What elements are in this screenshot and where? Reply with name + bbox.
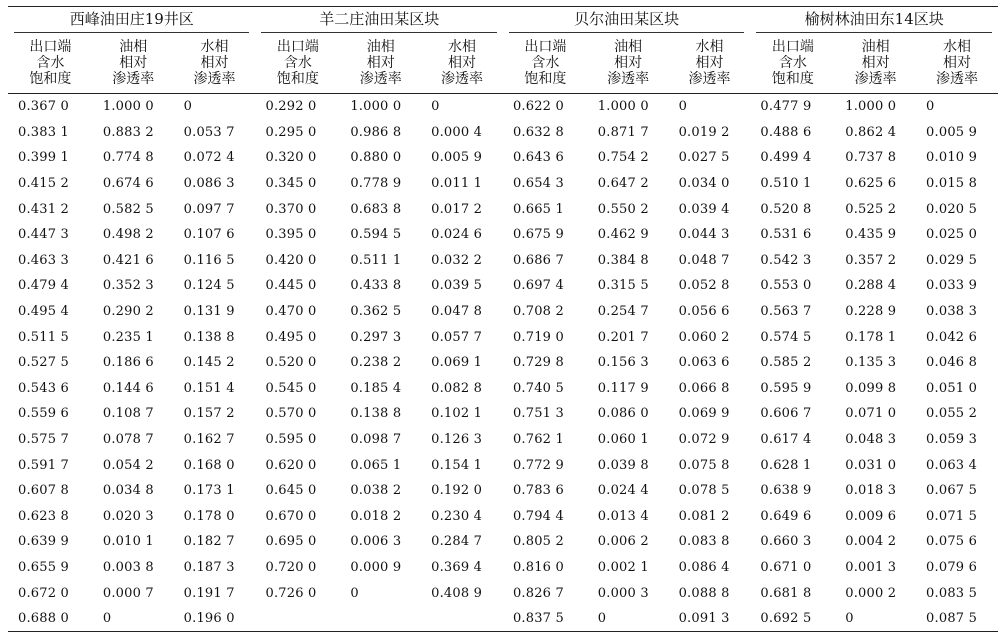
- table-cell: 0: [93, 606, 174, 632]
- table-cell: 0.011 1: [431, 176, 483, 192]
- table-cell: 0: [183, 99, 193, 115]
- column-header-water-saturation: 出口端 含水 饱和度: [503, 33, 588, 94]
- table-cell: 0.052 8: [678, 278, 730, 294]
- table-cell: 0.145 2: [183, 355, 235, 371]
- table-cell: 0.697 4: [512, 278, 564, 294]
- table-cell: 0.805 2: [512, 534, 564, 550]
- table-cell: 0.625 6: [845, 176, 897, 192]
- table-cell: 0.543 6: [18, 380, 70, 396]
- column-header-oil-relperm: 油相 相对 渗透率: [835, 33, 916, 94]
- table-cell: 0.607 8: [18, 483, 70, 499]
- table-cell: 0.649 6: [760, 508, 812, 524]
- table-cell: 0.178 0: [183, 508, 235, 524]
- table-cell: 0.369 4: [431, 559, 483, 575]
- table-cell: 0.654 3: [512, 176, 564, 192]
- table-cell: 0.000 3: [597, 585, 649, 601]
- table-cell: 0.594 5: [350, 227, 402, 243]
- table-cell: 0.320 0: [265, 150, 317, 166]
- table-cell: 0.880 0: [350, 150, 402, 166]
- table-cell: 0.010 1: [102, 534, 154, 550]
- table-cell: [255, 606, 340, 632]
- table-cell: 0.520 0: [265, 355, 317, 371]
- table-row: [8, 222, 998, 248]
- table-cell: 0.054 2: [102, 457, 154, 473]
- group-header-label: 贝尔油田某区块: [509, 8, 744, 33]
- table-cell: 0.018 2: [350, 508, 402, 524]
- table-cell: 0.632 8: [512, 124, 564, 140]
- table-cell: 0.399 1: [18, 150, 70, 166]
- table-cell: 0.187 3: [183, 559, 235, 575]
- table-cell: 0.075 8: [678, 457, 730, 473]
- table-cell: 0.628 1: [760, 457, 812, 473]
- table-cell: 0.582 5: [102, 201, 154, 217]
- table-cell: 0.622 0: [512, 99, 564, 115]
- table-cell: 0.131 9: [183, 304, 235, 320]
- table-cell: 0.031 0: [845, 457, 897, 473]
- table-cell: 0.729 8: [512, 355, 564, 371]
- table-cell: 0.708 2: [512, 304, 564, 320]
- table-cell: 0.772 9: [512, 457, 564, 473]
- table-row: [8, 401, 998, 427]
- table-cell: 0.013 4: [597, 508, 649, 524]
- table-row: [8, 196, 998, 222]
- table-cell: 0.055 2: [926, 406, 978, 422]
- table-cell: 0.345 0: [265, 176, 317, 192]
- table-cell: 0.144 6: [102, 380, 154, 396]
- table-row: [8, 580, 998, 606]
- table-cell: 0.010 9: [926, 150, 978, 166]
- table-cell: 0.408 9: [431, 585, 483, 601]
- table-cell: 0.060 2: [678, 329, 730, 345]
- table-cell: 0.655 9: [18, 559, 70, 575]
- table-cell: 0.563 7: [760, 304, 812, 320]
- table-cell: 0.498 2: [102, 227, 154, 243]
- table-cell: 0.182 7: [183, 534, 235, 550]
- table-cell: 0.495 0: [265, 329, 317, 345]
- group-header-3: [750, 7, 998, 34]
- table-cell: 0.462 9: [597, 227, 649, 243]
- table-cell: 0.370 0: [265, 201, 317, 217]
- table-cell: 0.004 2: [845, 534, 897, 550]
- table-cell: 0.039 4: [678, 201, 730, 217]
- table-cell: 0.138 8: [350, 406, 402, 422]
- table-cell: 0.674 6: [102, 176, 154, 192]
- table-row: [8, 120, 998, 146]
- table-cell: 0.091 3: [669, 606, 751, 632]
- table-cell: 0.470 0: [265, 304, 317, 320]
- table-cell: 0.284 7: [431, 534, 483, 550]
- table-cell: 0: [678, 99, 688, 115]
- table-cell: 0.157 2: [183, 406, 235, 422]
- table-cell: 0.003 8: [102, 559, 154, 575]
- table-cell: 0.063 4: [926, 457, 978, 473]
- table-cell: 0.433 8: [350, 278, 402, 294]
- table-cell: 0.135 3: [845, 355, 897, 371]
- table-cell: 0.034 8: [102, 483, 154, 499]
- table-cell: 0.069 9: [678, 406, 730, 422]
- table-cell: 0.315 5: [597, 278, 649, 294]
- table-cell: 0.005 9: [431, 150, 483, 166]
- table-cell: 0.025 0: [926, 227, 978, 243]
- table-cell: 0.117 9: [597, 380, 649, 396]
- table-cell: 0.574 5: [760, 329, 812, 345]
- table-cell: 0.053 7: [183, 124, 235, 140]
- table-cell: 0.719 0: [512, 329, 564, 345]
- table-cell: 0.692 5: [750, 606, 835, 632]
- table-body: [8, 94, 998, 632]
- table-cell: 0.751 3: [512, 406, 564, 422]
- table-cell: 0.357 2: [845, 252, 897, 268]
- table-cell: 0.525 2: [845, 201, 897, 217]
- group-header-label: 榆树林油田东14区块: [756, 8, 992, 33]
- column-header-oil-relperm: 油相 相对 渗透率: [93, 33, 174, 94]
- table-cell: 0.192 0: [431, 483, 483, 499]
- table-cell: 0.067 5: [926, 483, 978, 499]
- table-cell: 0.020 5: [926, 201, 978, 217]
- table-cell: 0.039 8: [597, 457, 649, 473]
- table-cell: 0.006 2: [597, 534, 649, 550]
- table-cell: 0.020 3: [102, 508, 154, 524]
- table-cell: 1.000 0: [845, 99, 897, 115]
- table-cell: 0.479 4: [18, 278, 70, 294]
- table-cell: 0.065 1: [350, 457, 402, 473]
- table-cell: 0.185 4: [350, 380, 402, 396]
- table-cell: 0.082 8: [431, 380, 483, 396]
- table-cell: 0.623 8: [18, 508, 70, 524]
- table-cell: 0.071 0: [845, 406, 897, 422]
- table-cell: 0.683 8: [350, 201, 402, 217]
- column-header-water-relperm: 水相 相对 渗透率: [421, 33, 503, 94]
- table-cell: 0.087 5: [916, 606, 998, 632]
- table-cell: 0.000 7: [102, 585, 154, 601]
- table-cell: 0.039 5: [431, 278, 483, 294]
- table-cell: 0.660 3: [760, 534, 812, 550]
- table-cell: 0.606 7: [760, 406, 812, 422]
- table-cell: 0.816 0: [512, 559, 564, 575]
- table-cell: 0.477 9: [760, 99, 812, 115]
- table-cell: 0.740 5: [512, 380, 564, 396]
- table-cell: 0.075 6: [926, 534, 978, 550]
- table-cell: 0.883 2: [102, 124, 154, 140]
- table-cell: 0.066 8: [678, 380, 730, 396]
- table-cell: 0.088 8: [678, 585, 730, 601]
- table-cell: 0.000 4: [431, 124, 483, 140]
- table-cell: 0.737 8: [845, 150, 897, 166]
- table-cell: 0.774 8: [102, 150, 154, 166]
- table-cell: 0.201 7: [597, 329, 649, 345]
- table-cell: 0.826 7: [512, 585, 564, 601]
- table-cell: 0.638 9: [760, 483, 812, 499]
- table-row: [8, 452, 998, 478]
- table-cell: [421, 606, 503, 632]
- table-cell: 0.071 5: [926, 508, 978, 524]
- table-row: [8, 376, 998, 402]
- table-cell: 0.499 4: [760, 150, 812, 166]
- table-cell: 0.671 0: [760, 559, 812, 575]
- table-cell: 0.238 2: [350, 355, 402, 371]
- table-cell: 0.078 5: [678, 483, 730, 499]
- table-cell: 0.510 1: [760, 176, 812, 192]
- table-cell: 1.000 0: [597, 99, 649, 115]
- table-cell: 0.072 4: [183, 150, 235, 166]
- table-cell: 0.435 9: [845, 227, 897, 243]
- table-cell: 0.038 3: [926, 304, 978, 320]
- table-cell: 0.384 8: [597, 252, 649, 268]
- group-header-label: 羊二庄油田某区块: [261, 8, 496, 33]
- table-cell: 0.553 0: [760, 278, 812, 294]
- table-cell: 0.620 0: [265, 457, 317, 473]
- table-cell: 0.762 1: [512, 432, 564, 448]
- column-header-water-relperm: 水相 相对 渗透率: [174, 33, 256, 94]
- table-cell: 0.495 4: [18, 304, 70, 320]
- table-cell: 0.078 7: [102, 432, 154, 448]
- table-cell: 0.383 1: [18, 124, 70, 140]
- column-header-water-saturation: 出口端 含水 饱和度: [8, 33, 93, 94]
- table-row: [8, 171, 998, 197]
- table-cell: 0.575 7: [18, 432, 70, 448]
- table-cell: 0.686 7: [512, 252, 564, 268]
- column-header-water-saturation: 出口端 含水 饱和度: [750, 33, 835, 94]
- table-cell: 0.794 4: [512, 508, 564, 524]
- table-cell: 0.108 7: [102, 406, 154, 422]
- table-cell: 0.098 7: [350, 432, 402, 448]
- table-cell: 0.421 6: [102, 252, 154, 268]
- table-cell: 0.511 5: [18, 329, 70, 345]
- table-cell: 0.027 5: [678, 150, 730, 166]
- table-cell: 0.056 6: [678, 304, 730, 320]
- table-cell: 0.550 2: [597, 201, 649, 217]
- table-cell: 0.034 0: [678, 176, 730, 192]
- table-cell: 0.102 1: [431, 406, 483, 422]
- group-header-row: [8, 7, 998, 34]
- table-cell: 0.005 9: [926, 124, 978, 140]
- table-cell: 0.173 1: [183, 483, 235, 499]
- table-cell: 0.617 4: [760, 432, 812, 448]
- table-cell: 0.126 3: [431, 432, 483, 448]
- table-cell: 0: [588, 606, 669, 632]
- table-cell: 0.292 0: [265, 99, 317, 115]
- table-cell: 0.288 4: [845, 278, 897, 294]
- table-row: [8, 478, 998, 504]
- table-cell: 0.295 0: [265, 124, 317, 140]
- table-cell: 0.116 5: [183, 252, 235, 268]
- table-cell: 0.097 7: [183, 201, 235, 217]
- table-row: [8, 324, 998, 350]
- table-cell: 0.643 6: [512, 150, 564, 166]
- table-cell: 0: [431, 99, 440, 115]
- table-cell: 0.015 8: [926, 176, 978, 192]
- table-cell: 0.124 5: [183, 278, 235, 294]
- table-cell: 0.228 9: [845, 304, 897, 320]
- table-row: [8, 299, 998, 325]
- table-cell: 0.862 4: [845, 124, 897, 140]
- table-cell: 0.445 0: [265, 278, 317, 294]
- table-cell: 0.672 0: [18, 585, 70, 601]
- table-cell: 0.019 2: [678, 124, 730, 140]
- table-row: [8, 350, 998, 376]
- table-cell: 0.042 6: [926, 329, 978, 345]
- table-cell: 0.447 3: [18, 227, 70, 243]
- table-cell: 0.488 6: [760, 124, 812, 140]
- table-cell: 0.029 5: [926, 252, 978, 268]
- table-cell: 0.395 0: [265, 227, 317, 243]
- group-header-0: [8, 7, 255, 34]
- table-cell: 0.695 0: [265, 534, 317, 550]
- table-cell: 0.138 8: [183, 329, 235, 345]
- table-cell: [340, 606, 421, 632]
- table-cell: 0.099 8: [845, 380, 897, 396]
- table-cell: 0.024 4: [597, 483, 649, 499]
- table-cell: 0.000 9: [350, 559, 402, 575]
- table-cell: 0.527 5: [18, 355, 70, 371]
- column-header-oil-relperm: 油相 相对 渗透率: [588, 33, 669, 94]
- table-cell: 0.420 0: [265, 252, 317, 268]
- table-cell: 0.162 7: [183, 432, 235, 448]
- table-cell: 0.463 3: [18, 252, 70, 268]
- table-cell: 0.783 6: [512, 483, 564, 499]
- table-cell: 0: [350, 585, 359, 601]
- table-cell: 0.639 9: [18, 534, 70, 550]
- table-cell: 0.559 6: [18, 406, 70, 422]
- table-cell: 0.086 0: [597, 406, 649, 422]
- table-cell: 0.154 1: [431, 457, 483, 473]
- table-cell: 0: [835, 606, 916, 632]
- column-header-water-relperm: 水相 相对 渗透率: [669, 33, 751, 94]
- table-cell: 0.038 2: [350, 483, 402, 499]
- table-cell: 0.595 0: [265, 432, 317, 448]
- table-row: [8, 555, 998, 581]
- table-cell: 0.063 6: [678, 355, 730, 371]
- table-cell: 0.362 5: [350, 304, 402, 320]
- table-cell: 0.002 1: [597, 559, 649, 575]
- table-cell: 0.072 9: [678, 432, 730, 448]
- table-row: [8, 248, 998, 274]
- table-cell: 0.009 6: [845, 508, 897, 524]
- table-cell: 0.086 4: [678, 559, 730, 575]
- table-cell: 0.191 7: [183, 585, 235, 601]
- table-cell: 0.511 1: [350, 252, 402, 268]
- table-cell: 0.297 3: [350, 329, 402, 345]
- table-cell: 0.051 0: [926, 380, 978, 396]
- table-cell: 0.059 3: [926, 432, 978, 448]
- column-header-water-saturation: 出口端 含水 饱和度: [255, 33, 340, 94]
- table-cell: 1.000 0: [350, 99, 402, 115]
- table-cell: 0.000 2: [845, 585, 897, 601]
- table-cell: 0.033 9: [926, 278, 978, 294]
- table-cell: 0.032 2: [431, 252, 483, 268]
- table-cell: 0.754 2: [597, 150, 649, 166]
- table-cell: 0.156 3: [597, 355, 649, 371]
- table-cell: 0.681 8: [760, 585, 812, 601]
- column-header-row: [8, 33, 998, 94]
- table-cell: 0.079 6: [926, 559, 978, 575]
- table-cell: 0.591 7: [18, 457, 70, 473]
- table-row: [8, 145, 998, 171]
- column-header-oil-relperm: 油相 相对 渗透率: [340, 33, 421, 94]
- table-cell: 0.595 9: [760, 380, 812, 396]
- table-cell: 0.665 1: [512, 201, 564, 217]
- table-cell: 0.520 8: [760, 201, 812, 217]
- table-cell: 0.352 3: [102, 278, 154, 294]
- table-cell: 0.570 0: [265, 406, 317, 422]
- table-cell: 0.531 6: [760, 227, 812, 243]
- table-cell: 0.107 6: [183, 227, 235, 243]
- table-row: [8, 606, 998, 632]
- data-table: [8, 6, 998, 632]
- table-row: [8, 529, 998, 555]
- group-header-2: [503, 7, 750, 34]
- table-cell: 0.542 3: [760, 252, 812, 268]
- table-cell: 0.645 0: [265, 483, 317, 499]
- table-cell: 0.235 1: [102, 329, 154, 345]
- table-cell: 0.871 7: [597, 124, 649, 140]
- table-row: [8, 94, 998, 120]
- table-cell: 0.178 1: [845, 329, 897, 345]
- table-cell: 0.151 4: [183, 380, 235, 396]
- table-cell: 0.986 8: [350, 124, 402, 140]
- table-cell: 0.044 3: [678, 227, 730, 243]
- table-cell: 0.254 7: [597, 304, 649, 320]
- table-cell: 0.083 5: [926, 585, 978, 601]
- table-cell: 0.585 2: [760, 355, 812, 371]
- table-cell: 0.688 0: [8, 606, 93, 632]
- table-cell: 0.018 3: [845, 483, 897, 499]
- table-cell: 0: [926, 99, 935, 115]
- table-cell: 0.778 9: [350, 176, 402, 192]
- group-header-label: 西峰油田庄19井区: [14, 8, 249, 33]
- table-cell: 0.086 3: [183, 176, 235, 192]
- table-cell: 0.675 9: [512, 227, 564, 243]
- table-cell: 0.048 7: [678, 252, 730, 268]
- table-cell: 0.047 8: [431, 304, 483, 320]
- table-cell: 0.168 0: [183, 457, 235, 473]
- table-cell: 0.726 0: [265, 585, 317, 601]
- table-cell: 0.046 8: [926, 355, 978, 371]
- table-cell: 0.196 0: [174, 606, 256, 632]
- table-cell: 0.186 6: [102, 355, 154, 371]
- table-cell: 0.230 4: [431, 508, 483, 524]
- table-cell: 0.081 2: [678, 508, 730, 524]
- table-cell: 0.006 3: [350, 534, 402, 550]
- group-header-1: [255, 7, 502, 34]
- table-cell: 0.545 0: [265, 380, 317, 396]
- table-cell: 0.057 7: [431, 329, 483, 345]
- table-cell: 0.837 5: [503, 606, 588, 632]
- table-row: [8, 504, 998, 530]
- column-header-water-relperm: 水相 相对 渗透率: [916, 33, 998, 94]
- table-cell: 0.720 0: [265, 559, 317, 575]
- table-cell: 0.048 3: [845, 432, 897, 448]
- table-cell: 0.017 2: [431, 201, 483, 217]
- table-cell: 0.670 0: [265, 508, 317, 524]
- table-row: [8, 427, 998, 453]
- table-cell: 0.024 6: [431, 227, 483, 243]
- table-cell: 0.431 2: [18, 201, 70, 217]
- table-cell: 0.069 1: [431, 355, 483, 371]
- table-cell: 0.415 2: [18, 176, 70, 192]
- table-cell: 1.000 0: [102, 99, 154, 115]
- table-cell: 0.001 3: [845, 559, 897, 575]
- table-cell: 0.060 1: [597, 432, 649, 448]
- relative-permeability-table: [8, 6, 998, 632]
- table-cell: 0.290 2: [102, 304, 154, 320]
- table-row: [8, 273, 998, 299]
- table-cell: 0.083 8: [678, 534, 730, 550]
- table-cell: 0.647 2: [597, 176, 649, 192]
- table-cell: 0.367 0: [18, 99, 70, 115]
